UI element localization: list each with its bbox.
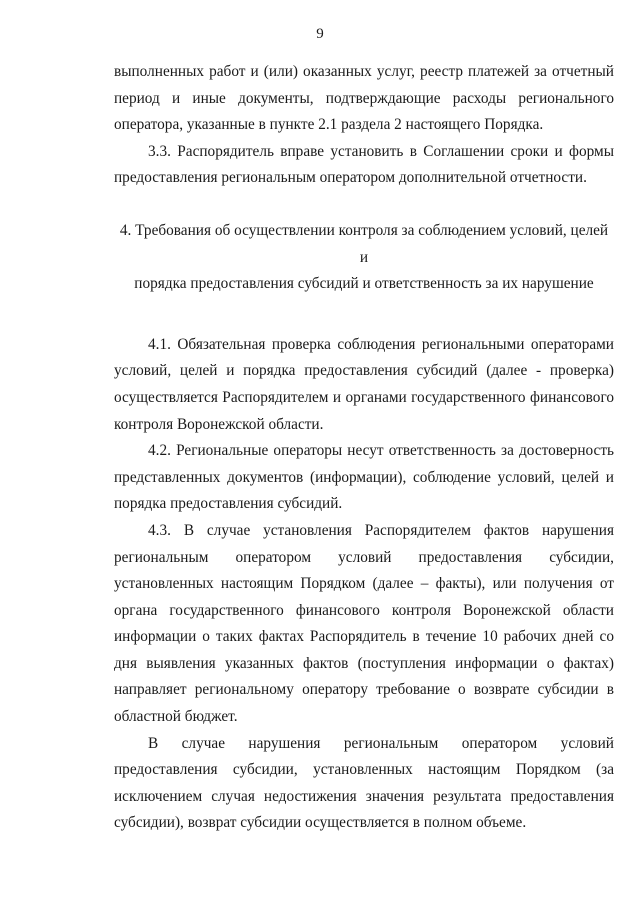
paragraph-4-2: 4.2. Региональные операторы несут ответственность за достоверность представленных документов (информации), соблюдение условий, целей и порядка предоставления субсидий. [114, 442, 614, 513]
paragraph-4-3-continued: В случае нарушения региональным оператором условий предоставления субсидии, установленных настоящим Порядком (за исключением случая недостижения значения результата предоставления субсидии), возврат субсидии осуществляется в полном объеме. [114, 734, 614, 832]
section-heading-line-2: порядка предоставления субсидий и ответственность за их нарушение [134, 275, 594, 293]
document-body [114, 59, 614, 837]
paragraph-3-3: 3.3. Распорядитель вправе установить в Соглашении сроки и формы предоставления региональным оператором дополнительной отчетности. [114, 142, 614, 187]
paragraph-continuation: выполненных работ и (или) оказанных услуг, реестр платежей за отчетный период и иные документы, подтверждающие расходы регионального оператора, указанные в пункте 2.1 раздела 2 настоящего Порядка. [114, 63, 614, 134]
paragraph-4-1: 4.1. Обязательная проверка соблюдения региональными операторами условий, целей и порядка предоставления субсидий (далее - проверка) осуществляется Распорядителем и органами государственного финансового контроля Воронежской области. [114, 335, 614, 433]
section-heading-line-1: 4. Требования об осуществлении контроля за соблюдением условий, целей и [119, 221, 609, 266]
page-number: 9 [316, 26, 324, 42]
paragraph-4-3: 4.3. В случае установления Распорядителем фактов нарушения региональным оператором условий предоставления субсидии, установленных настоящим Порядком (далее – факты), или получения от органа государственного финансового контроля Воронежской области информации о таких фактах Распорядитель в течение 10 рабочих дней со дня выявления указанных фактов (поступления информации о фактах) направляет региональному оператору требование о возврате субсидии в областной бюджет. [114, 521, 614, 726]
